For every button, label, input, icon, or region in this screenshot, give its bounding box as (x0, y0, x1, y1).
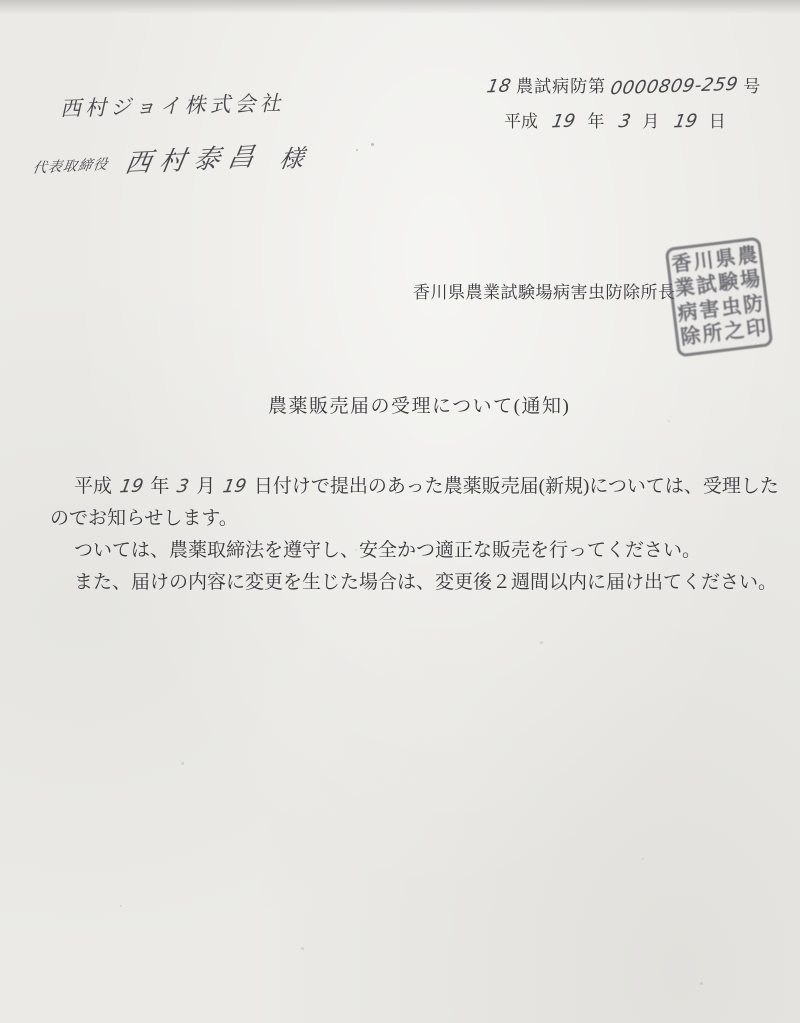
body-text (50, 471, 779, 599)
addressee-company: 西村ジョイ株式会社 (59, 91, 285, 121)
addressee-name-line (33, 138, 305, 180)
date-day-label: 日 (708, 112, 726, 131)
scan-speckle (181, 762, 184, 765)
scan-speckle (120, 905, 122, 907)
body-month-label: 月 (196, 476, 216, 497)
addressee-name: 西村泰昌 (122, 141, 265, 180)
body-year-label: 年 (150, 476, 170, 497)
body-line-4: また、届けの内容に変更を生じた場合は、変更後２週間以内に届け出てください。 (74, 572, 778, 593)
date-era: 平成 (504, 112, 538, 131)
date-day-hand: 19 (671, 110, 699, 133)
seal-row: 除所之印 (679, 316, 770, 350)
scan-speckle (642, 858, 644, 860)
subject-title: 農薬販売届の受理について(通知) (268, 396, 571, 417)
body-line-1 (50, 471, 779, 503)
doc-number-label: 農試病防第 (516, 77, 607, 96)
addressee-title: 代表取締役 (31, 156, 110, 177)
scan-speckle (232, 546, 235, 549)
date-line (504, 107, 736, 132)
sender-line: 香川県農業試験場病害虫防除所長 (413, 283, 676, 302)
seal-row: 業試験場 (673, 267, 764, 301)
body-line-1-rest: 日付けで提出のあった農薬販売届(新規)については、受理した (253, 476, 779, 497)
scan-speckle (371, 143, 374, 146)
body-year-hand: 19 (117, 475, 145, 498)
addressee-honorific: 様 (277, 144, 306, 174)
date-month-label: 月 (642, 112, 660, 131)
body-month-hand: 3 (175, 475, 191, 498)
doc-number-suffix: 号 (743, 77, 762, 96)
body-line-3: ついては、農薬取締法を遵守し、安全かつ適正な販売を行ってください。 (74, 540, 702, 561)
scan-speckle (752, 86, 755, 89)
body-line-2: のでお知らせします。 (50, 508, 238, 529)
date-year-hand: 19 (550, 110, 578, 133)
scan-speckle (540, 641, 543, 644)
scan-speckle (355, 549, 357, 551)
scan-speckle (668, 420, 670, 422)
date-year-label: 年 (587, 112, 605, 131)
date-month-hand: 3 (616, 110, 633, 133)
document-number-line (485, 72, 762, 100)
doc-number-year-prefix: 18 (485, 75, 513, 98)
scan-speckle (700, 982, 703, 985)
official-seal-stamp (665, 237, 774, 358)
scan-speckle (356, 149, 358, 151)
doc-number-value: 0000809-259 (609, 73, 741, 100)
seal-row: 香川県農 (670, 243, 761, 277)
body-era: 平成 (74, 476, 113, 497)
seal-row: 病害虫防 (676, 292, 767, 325)
body-day-hand: 19 (221, 475, 249, 498)
scan-speckle (301, 947, 304, 950)
